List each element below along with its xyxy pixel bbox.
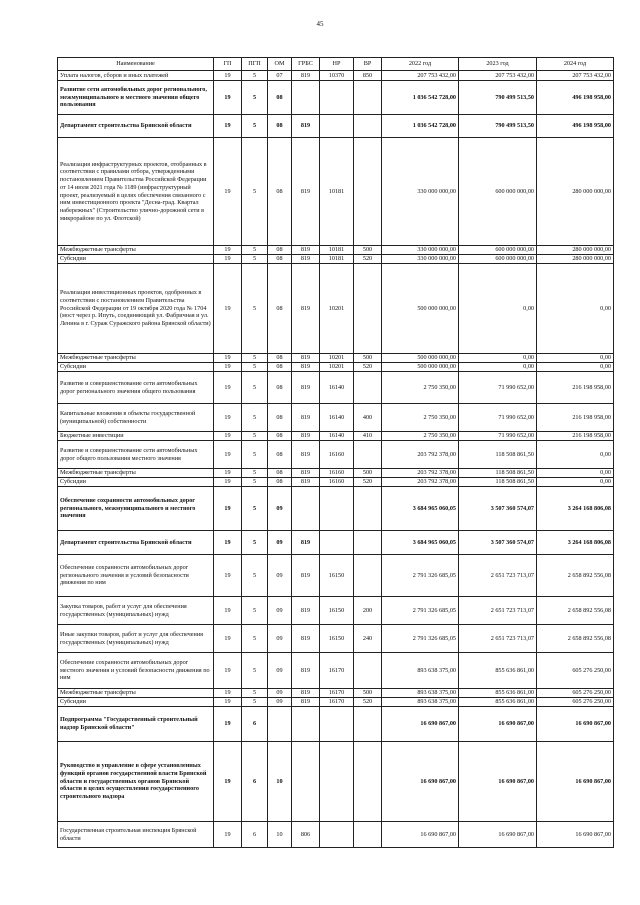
row-amount-2023: 16 690 867,00 bbox=[459, 742, 537, 822]
row-name: Реализация инфраструктурных проектов, отобранных в соответствии с правилами отбора, утвержденными постановлением Правительства Российской Федерации от 14 июля 2021 года № 1189 (инфраструктурный проект, реализуемый в целях обеспечения связанного с ним инвестиционного проекта "Десна-град. Квартал набережных" (Строительство улично-дорожной сети в микрорайоне по ул. Флотской) bbox=[58, 138, 214, 246]
row-amount-2022: 330 000 000,00 bbox=[382, 138, 459, 246]
row-pgp: 5 bbox=[242, 115, 268, 138]
row-gp: 19 bbox=[214, 531, 242, 555]
row-pgp: 5 bbox=[242, 689, 268, 698]
row-nr: 10201 bbox=[320, 363, 354, 372]
row-amount-2022: 16 690 867,00 bbox=[382, 707, 459, 742]
row-grbs: 819 bbox=[292, 478, 320, 487]
row-amount-2024: 280 000 000,00 bbox=[537, 255, 614, 264]
row-pgp: 5 bbox=[242, 71, 268, 81]
row-pgp: 5 bbox=[242, 354, 268, 363]
row-gp: 19 bbox=[214, 432, 242, 441]
row-amount-2023: 790 499 513,50 bbox=[459, 81, 537, 115]
row-gp: 19 bbox=[214, 469, 242, 478]
row-nr: 10181 bbox=[320, 246, 354, 255]
row-om: 08 bbox=[268, 138, 292, 246]
row-om: 09 bbox=[268, 555, 292, 597]
header-name: Наименование bbox=[58, 58, 214, 71]
row-vr: 500 bbox=[354, 246, 382, 255]
row-nr: 16150 bbox=[320, 597, 354, 625]
row-grbs: 819 bbox=[292, 689, 320, 698]
row-nr bbox=[320, 742, 354, 822]
row-vr bbox=[354, 742, 382, 822]
row-nr: 16140 bbox=[320, 372, 354, 404]
row-amount-2023: 0,00 bbox=[459, 354, 537, 363]
row-pgp: 5 bbox=[242, 255, 268, 264]
row-amount-2022: 16 690 867,00 bbox=[382, 822, 459, 848]
row-gp: 19 bbox=[214, 363, 242, 372]
row-amount-2023: 0,00 bbox=[459, 363, 537, 372]
row-amount-2024: 0,00 bbox=[537, 478, 614, 487]
row-amount-2022: 330 000 000,00 bbox=[382, 255, 459, 264]
row-nr bbox=[320, 822, 354, 848]
row-pgp: 5 bbox=[242, 372, 268, 404]
row-grbs bbox=[292, 742, 320, 822]
row-vr bbox=[354, 372, 382, 404]
row-vr bbox=[354, 531, 382, 555]
row-amount-2023: 0,00 bbox=[459, 264, 537, 354]
row-amount-2023: 118 508 861,50 bbox=[459, 469, 537, 478]
row-om: 08 bbox=[268, 246, 292, 255]
row-name: Капитальные вложения в объекты государственной (муниципальной) собственности bbox=[58, 404, 214, 432]
table-row bbox=[58, 81, 614, 115]
table-row bbox=[58, 531, 614, 555]
row-amount-2024: 2 658 892 556,08 bbox=[537, 625, 614, 653]
row-name: Субсидии bbox=[58, 698, 214, 707]
table-row bbox=[58, 742, 614, 822]
header-gp: ГП bbox=[214, 58, 242, 71]
row-gp: 19 bbox=[214, 246, 242, 255]
row-amount-2024: 605 276 250,00 bbox=[537, 653, 614, 689]
row-gp: 19 bbox=[214, 81, 242, 115]
table-row bbox=[58, 432, 614, 441]
row-grbs: 819 bbox=[292, 138, 320, 246]
row-amount-2022: 2 750 350,00 bbox=[382, 432, 459, 441]
row-name: Межбюджетные трансферты bbox=[58, 469, 214, 478]
row-nr: 10201 bbox=[320, 354, 354, 363]
row-nr: 16160 bbox=[320, 469, 354, 478]
row-vr: 850 bbox=[354, 71, 382, 81]
row-amount-2024: 16 690 867,00 bbox=[537, 822, 614, 848]
row-grbs: 806 bbox=[292, 822, 320, 848]
row-nr: 16140 bbox=[320, 432, 354, 441]
header-2022: 2022 год bbox=[382, 58, 459, 71]
row-vr: 410 bbox=[354, 432, 382, 441]
row-pgp: 5 bbox=[242, 81, 268, 115]
row-amount-2024: 2 658 892 556,08 bbox=[537, 555, 614, 597]
row-vr bbox=[354, 653, 382, 689]
row-amount-2023: 207 753 432,00 bbox=[459, 71, 537, 81]
table-row bbox=[58, 478, 614, 487]
row-grbs: 819 bbox=[292, 264, 320, 354]
row-gp: 19 bbox=[214, 138, 242, 246]
row-amount-2022: 2 750 350,00 bbox=[382, 404, 459, 432]
row-gp: 19 bbox=[214, 707, 242, 742]
header-vr: ВР bbox=[354, 58, 382, 71]
row-om: 10 bbox=[268, 822, 292, 848]
table-row bbox=[58, 555, 614, 597]
row-grbs bbox=[292, 81, 320, 115]
table-row bbox=[58, 487, 614, 531]
row-amount-2023: 71 990 652,00 bbox=[459, 372, 537, 404]
row-vr: 500 bbox=[354, 469, 382, 478]
row-pgp: 5 bbox=[242, 441, 268, 469]
row-gp: 19 bbox=[214, 698, 242, 707]
row-amount-2024: 496 198 958,00 bbox=[537, 115, 614, 138]
row-gp: 19 bbox=[214, 478, 242, 487]
row-amount-2022: 893 638 375,00 bbox=[382, 653, 459, 689]
row-grbs: 819 bbox=[292, 653, 320, 689]
row-nr: 10181 bbox=[320, 255, 354, 264]
row-om: 08 bbox=[268, 478, 292, 487]
row-amount-2023: 71 990 652,00 bbox=[459, 404, 537, 432]
row-vr bbox=[354, 115, 382, 138]
row-amount-2023: 16 690 867,00 bbox=[459, 707, 537, 742]
row-grbs bbox=[292, 487, 320, 531]
row-grbs: 819 bbox=[292, 115, 320, 138]
row-amount-2022: 3 684 965 060,05 bbox=[382, 531, 459, 555]
row-amount-2023: 600 000 000,00 bbox=[459, 246, 537, 255]
row-vr: 520 bbox=[354, 478, 382, 487]
row-grbs: 819 bbox=[292, 354, 320, 363]
row-vr: 200 bbox=[354, 597, 382, 625]
row-gp: 19 bbox=[214, 742, 242, 822]
row-nr: 16150 bbox=[320, 555, 354, 597]
row-vr: 400 bbox=[354, 404, 382, 432]
table-row bbox=[58, 469, 614, 478]
row-gp: 19 bbox=[214, 71, 242, 81]
row-amount-2024: 0,00 bbox=[537, 264, 614, 354]
row-pgp: 5 bbox=[242, 246, 268, 255]
row-name: Межбюджетные трансферты bbox=[58, 354, 214, 363]
row-amount-2022: 207 753 432,00 bbox=[382, 71, 459, 81]
row-amount-2023: 600 000 000,00 bbox=[459, 138, 537, 246]
row-name: Обеспечение сохранности автомобильных дорог регионального, межмуниципального и местного значения bbox=[58, 487, 214, 531]
row-om: 08 bbox=[268, 354, 292, 363]
row-amount-2024: 280 000 000,00 bbox=[537, 138, 614, 246]
row-om: 09 bbox=[268, 531, 292, 555]
header-pgp: ПГП bbox=[242, 58, 268, 71]
row-om: 08 bbox=[268, 432, 292, 441]
row-om: 08 bbox=[268, 115, 292, 138]
row-amount-2024: 16 690 867,00 bbox=[537, 742, 614, 822]
row-amount-2024: 0,00 bbox=[537, 354, 614, 363]
row-pgp: 5 bbox=[242, 625, 268, 653]
row-vr: 500 bbox=[354, 354, 382, 363]
row-name: Межбюджетные трансферты bbox=[58, 689, 214, 698]
row-amount-2022: 16 690 867,00 bbox=[382, 742, 459, 822]
row-om: 09 bbox=[268, 698, 292, 707]
row-nr bbox=[320, 707, 354, 742]
row-pgp: 5 bbox=[242, 531, 268, 555]
row-amount-2022: 893 638 375,00 bbox=[382, 698, 459, 707]
page-number: 45 bbox=[316, 20, 324, 28]
table-row bbox=[58, 441, 614, 469]
row-name: Обеспечение сохранности автомобильных дорог местного значения и условий безопасности движения по ним bbox=[58, 653, 214, 689]
row-vr: 500 bbox=[354, 689, 382, 698]
row-amount-2024: 605 276 250,00 bbox=[537, 689, 614, 698]
row-grbs: 819 bbox=[292, 432, 320, 441]
row-amount-2023: 118 508 861,50 bbox=[459, 478, 537, 487]
row-grbs: 819 bbox=[292, 555, 320, 597]
table-row bbox=[58, 822, 614, 848]
row-nr: 16160 bbox=[320, 478, 354, 487]
row-pgp: 6 bbox=[242, 742, 268, 822]
row-om: 09 bbox=[268, 597, 292, 625]
row-amount-2022: 203 792 378,00 bbox=[382, 441, 459, 469]
row-nr: 10370 bbox=[320, 71, 354, 81]
row-vr: 240 bbox=[354, 625, 382, 653]
row-om: 08 bbox=[268, 255, 292, 264]
row-pgp: 5 bbox=[242, 264, 268, 354]
row-nr: 16170 bbox=[320, 698, 354, 707]
row-grbs: 819 bbox=[292, 255, 320, 264]
row-nr: 10201 bbox=[320, 264, 354, 354]
row-name: Развитие и совершенствование сети автомобильных дорог общего пользования местного значения bbox=[58, 441, 214, 469]
row-name: Подпрограмма "Государственный строительный надзор Брянской области" bbox=[58, 707, 214, 742]
row-amount-2022: 1 036 542 728,00 bbox=[382, 115, 459, 138]
table-row bbox=[58, 689, 614, 698]
row-amount-2022: 500 000 000,00 bbox=[382, 363, 459, 372]
budget-table bbox=[57, 57, 614, 848]
row-amount-2024: 0,00 bbox=[537, 441, 614, 469]
row-amount-2022: 2 791 326 685,05 bbox=[382, 555, 459, 597]
row-name: Закупка товаров, работ и услуг для обеспечения государственных (муниципальных) нужд bbox=[58, 597, 214, 625]
row-gp: 19 bbox=[214, 555, 242, 597]
row-nr: 16160 bbox=[320, 441, 354, 469]
row-pgp: 6 bbox=[242, 707, 268, 742]
row-amount-2024: 2 658 892 556,08 bbox=[537, 597, 614, 625]
row-om: 07 bbox=[268, 71, 292, 81]
row-name: Развитие и совершенствование сети автомобильных дорог регионального значения общего пользования bbox=[58, 372, 214, 404]
table-row bbox=[58, 115, 614, 138]
row-gp: 19 bbox=[214, 625, 242, 653]
row-amount-2023: 71 990 652,00 bbox=[459, 432, 537, 441]
row-name: Субсидии bbox=[58, 478, 214, 487]
row-gp: 19 bbox=[214, 653, 242, 689]
header-2024: 2024 год bbox=[537, 58, 614, 71]
row-gp: 19 bbox=[214, 354, 242, 363]
row-gp: 19 bbox=[214, 689, 242, 698]
row-vr bbox=[354, 138, 382, 246]
row-amount-2022: 203 792 378,00 bbox=[382, 469, 459, 478]
row-name: Межбюджетные трансферты bbox=[58, 246, 214, 255]
row-pgp: 5 bbox=[242, 363, 268, 372]
row-om: 10 bbox=[268, 742, 292, 822]
row-amount-2024: 216 198 958,00 bbox=[537, 372, 614, 404]
row-amount-2024: 280 000 000,00 bbox=[537, 246, 614, 255]
table-row bbox=[58, 707, 614, 742]
row-om: 09 bbox=[268, 487, 292, 531]
row-nr bbox=[320, 487, 354, 531]
row-amount-2024: 605 276 250,00 bbox=[537, 698, 614, 707]
row-name: Департамент строительства Брянской области bbox=[58, 531, 214, 555]
row-om: 09 bbox=[268, 653, 292, 689]
table-row bbox=[58, 625, 614, 653]
row-nr bbox=[320, 81, 354, 115]
table-row bbox=[58, 372, 614, 404]
row-grbs: 819 bbox=[292, 372, 320, 404]
row-amount-2024: 216 198 958,00 bbox=[537, 404, 614, 432]
row-grbs: 819 bbox=[292, 441, 320, 469]
row-amount-2024: 216 198 958,00 bbox=[537, 432, 614, 441]
row-amount-2022: 330 000 000,00 bbox=[382, 246, 459, 255]
row-vr: 520 bbox=[354, 698, 382, 707]
row-amount-2024: 496 198 958,00 bbox=[537, 81, 614, 115]
row-grbs: 819 bbox=[292, 404, 320, 432]
table-row bbox=[58, 138, 614, 246]
row-amount-2023: 2 651 723 713,07 bbox=[459, 555, 537, 597]
row-amount-2023: 855 636 861,00 bbox=[459, 698, 537, 707]
row-grbs bbox=[292, 707, 320, 742]
row-pgp: 5 bbox=[242, 432, 268, 441]
row-nr bbox=[320, 531, 354, 555]
row-name: Уплата налогов, сборов и иных платежей bbox=[58, 71, 214, 81]
row-amount-2022: 3 684 965 060,05 bbox=[382, 487, 459, 531]
row-amount-2023: 2 651 723 713,07 bbox=[459, 625, 537, 653]
row-amount-2022: 2 791 326 685,05 bbox=[382, 625, 459, 653]
row-amount-2022: 203 792 378,00 bbox=[382, 478, 459, 487]
row-amount-2023: 16 690 867,00 bbox=[459, 822, 537, 848]
row-name: Обеспечение сохранности автомобильных дорог регионального значения и условий безопасности движения по ним bbox=[58, 555, 214, 597]
row-gp: 19 bbox=[214, 597, 242, 625]
row-amount-2024: 3 264 168 806,08 bbox=[537, 487, 614, 531]
row-gp: 19 bbox=[214, 487, 242, 531]
row-amount-2023: 2 651 723 713,07 bbox=[459, 597, 537, 625]
row-amount-2022: 500 000 000,00 bbox=[382, 264, 459, 354]
row-name: Реализация инвестиционных проектов, одобренных в соответствии с постановлением Правительства Российской Федерации от 19 октября 2020 года № 1704 (мост через р. Ипуть, соединяющий ул. Фабричная и ул. Ленина в г. Сураж Суражского района Брянской области) bbox=[58, 264, 214, 354]
row-pgp: 5 bbox=[242, 698, 268, 707]
table-row bbox=[58, 653, 614, 689]
row-vr bbox=[354, 822, 382, 848]
row-gp: 19 bbox=[214, 441, 242, 469]
row-amount-2022: 2 791 326 685,05 bbox=[382, 597, 459, 625]
table-row bbox=[58, 354, 614, 363]
row-om: 08 bbox=[268, 264, 292, 354]
row-pgp: 5 bbox=[242, 555, 268, 597]
row-amount-2023: 790 499 513,50 bbox=[459, 115, 537, 138]
row-nr bbox=[320, 115, 354, 138]
table-row bbox=[58, 698, 614, 707]
row-om: 08 bbox=[268, 363, 292, 372]
row-amount-2024: 3 264 168 806,08 bbox=[537, 531, 614, 555]
row-name: Руководство и управление в сфере установленных функций органов государственной власти Брянской области и государственных органов Брянской области в целях осуществления государственного строительного надзора bbox=[58, 742, 214, 822]
row-grbs: 819 bbox=[292, 698, 320, 707]
row-grbs: 819 bbox=[292, 71, 320, 81]
row-amount-2024: 16 690 867,00 bbox=[537, 707, 614, 742]
row-om: 08 bbox=[268, 404, 292, 432]
header-grbs: ГРБС bbox=[292, 58, 320, 71]
table-row bbox=[58, 71, 614, 81]
row-vr bbox=[354, 707, 382, 742]
row-om: 08 bbox=[268, 372, 292, 404]
table-row bbox=[58, 264, 614, 354]
row-amount-2023: 3 507 360 574,07 bbox=[459, 487, 537, 531]
row-grbs: 819 bbox=[292, 597, 320, 625]
table-row bbox=[58, 363, 614, 372]
row-pgp: 5 bbox=[242, 653, 268, 689]
row-vr bbox=[354, 441, 382, 469]
table-row bbox=[58, 404, 614, 432]
row-gp: 19 bbox=[214, 264, 242, 354]
row-name: Бюджетные инвестиции bbox=[58, 432, 214, 441]
row-om bbox=[268, 707, 292, 742]
row-vr bbox=[354, 555, 382, 597]
row-nr: 10181 bbox=[320, 138, 354, 246]
row-pgp: 6 bbox=[242, 822, 268, 848]
row-om: 08 bbox=[268, 441, 292, 469]
table-row bbox=[58, 246, 614, 255]
table-row bbox=[58, 255, 614, 264]
row-amount-2022: 500 000 000,00 bbox=[382, 354, 459, 363]
row-nr: 16140 bbox=[320, 404, 354, 432]
row-amount-2024: 0,00 bbox=[537, 363, 614, 372]
row-amount-2024: 0,00 bbox=[537, 469, 614, 478]
row-pgp: 5 bbox=[242, 597, 268, 625]
row-vr: 520 bbox=[354, 255, 382, 264]
row-amount-2022: 2 750 350,00 bbox=[382, 372, 459, 404]
row-gp: 19 bbox=[214, 372, 242, 404]
row-grbs: 819 bbox=[292, 363, 320, 372]
header-nr: НР bbox=[320, 58, 354, 71]
row-name: Субсидии bbox=[58, 255, 214, 264]
row-om: 09 bbox=[268, 625, 292, 653]
row-nr: 16170 bbox=[320, 653, 354, 689]
row-grbs: 819 bbox=[292, 625, 320, 653]
header-om: ОМ bbox=[268, 58, 292, 71]
row-pgp: 5 bbox=[242, 404, 268, 432]
row-om: 08 bbox=[268, 469, 292, 478]
row-gp: 19 bbox=[214, 115, 242, 138]
row-amount-2022: 1 036 542 728,00 bbox=[382, 81, 459, 115]
row-pgp: 5 bbox=[242, 478, 268, 487]
row-name: Иные закупки товаров, работ и услуг для обеспечения государственных (муниципальных) нужд bbox=[58, 625, 214, 653]
row-amount-2023: 3 507 360 574,07 bbox=[459, 531, 537, 555]
row-amount-2022: 893 638 375,00 bbox=[382, 689, 459, 698]
row-vr bbox=[354, 81, 382, 115]
row-nr: 16170 bbox=[320, 689, 354, 698]
row-name: Департамент строительства Брянской области bbox=[58, 115, 214, 138]
row-amount-2023: 855 636 861,00 bbox=[459, 653, 537, 689]
row-pgp: 5 bbox=[242, 487, 268, 531]
header-2023: 2023 год bbox=[459, 58, 537, 71]
row-amount-2023: 118 508 861,50 bbox=[459, 441, 537, 469]
row-gp: 19 bbox=[214, 255, 242, 264]
header-row bbox=[58, 58, 614, 71]
row-amount-2023: 600 000 000,00 bbox=[459, 255, 537, 264]
table-row bbox=[58, 597, 614, 625]
row-om: 09 bbox=[268, 689, 292, 698]
row-name: Развитие сети автомобильных дорог регионального, межмуниципального и местного значения общего пользования bbox=[58, 81, 214, 115]
row-grbs: 819 bbox=[292, 246, 320, 255]
row-vr: 520 bbox=[354, 363, 382, 372]
row-om: 08 bbox=[268, 81, 292, 115]
row-amount-2023: 855 636 861,00 bbox=[459, 689, 537, 698]
row-nr: 16150 bbox=[320, 625, 354, 653]
row-grbs: 819 bbox=[292, 469, 320, 478]
row-pgp: 5 bbox=[242, 469, 268, 478]
row-name: Субсидии bbox=[58, 363, 214, 372]
row-gp: 19 bbox=[214, 822, 242, 848]
row-amount-2024: 207 753 432,00 bbox=[537, 71, 614, 81]
row-grbs: 819 bbox=[292, 531, 320, 555]
row-pgp: 5 bbox=[242, 138, 268, 246]
row-vr bbox=[354, 487, 382, 531]
row-name: Государственная строительная инспекция Брянской области bbox=[58, 822, 214, 848]
row-gp: 19 bbox=[214, 404, 242, 432]
row-vr bbox=[354, 264, 382, 354]
